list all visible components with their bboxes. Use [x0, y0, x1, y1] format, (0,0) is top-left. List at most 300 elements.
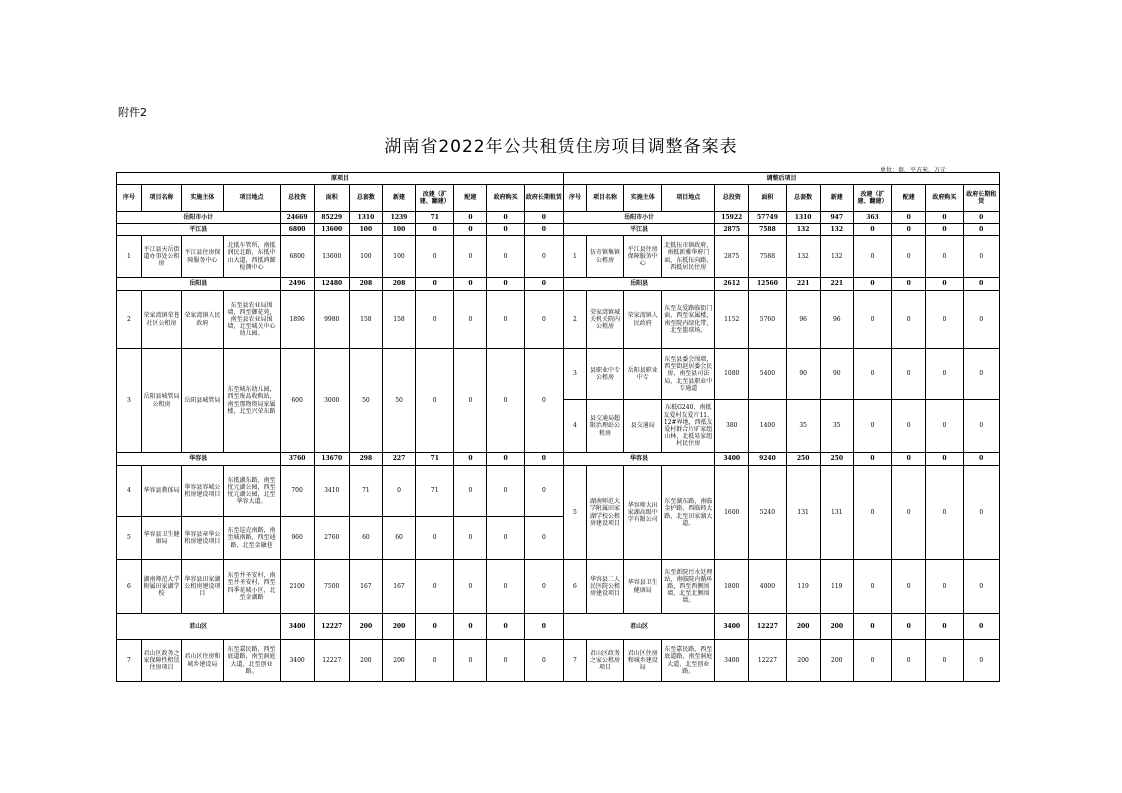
- col-header: 项目名称: [586, 185, 623, 212]
- value-cell: 50: [349, 349, 382, 453]
- subtotal-value: 0: [853, 453, 891, 466]
- value-cell: 0: [454, 560, 487, 614]
- summary-value: 71: [416, 212, 454, 224]
- subtotal-value: 0: [892, 453, 926, 466]
- col-header: 项目地点: [662, 185, 715, 212]
- value-cell: 5760: [749, 291, 786, 349]
- summary-value: 0: [487, 212, 524, 224]
- subtotal-value: 100: [382, 224, 415, 236]
- subtotal-value: 250: [786, 453, 820, 466]
- row-number: 6: [117, 560, 142, 614]
- row-number: 2: [564, 291, 587, 349]
- value-cell: 0: [853, 400, 891, 453]
- col-header: 总投资: [715, 185, 749, 212]
- project-location: 东至县农业局围墙，西至御花苑，南至县农业局围墙，北至城关中心幼儿园。: [223, 291, 280, 349]
- value-cell: 1152: [715, 291, 749, 349]
- subtotal-value: 9240: [749, 453, 786, 466]
- col-header: 改建（扩建、翻建）: [416, 185, 454, 212]
- col-header: 序号: [117, 185, 142, 212]
- implementing-entity: 平江县住房保障服务中心: [624, 236, 662, 278]
- value-cell: 0: [926, 349, 963, 400]
- value-cell: 6800: [280, 236, 314, 278]
- value-cell: 0: [963, 349, 999, 400]
- implementing-entity: 华容县卫生健康局: [624, 560, 662, 614]
- value-cell: 0: [487, 291, 524, 349]
- value-cell: 90: [786, 349, 820, 400]
- county-subtotal-row: [117, 453, 1000, 466]
- row-number: 1: [117, 236, 142, 278]
- project-name: 荣家湾镇城关机关院内公租房: [586, 291, 623, 349]
- value-cell: 1896: [280, 291, 314, 349]
- value-cell: 3400: [715, 640, 749, 682]
- col-header: 新建: [382, 185, 415, 212]
- row-number: 7: [117, 640, 142, 682]
- project-location: 东至嘉民路，西至底道路，南至洞庭大道，北至创业路。: [662, 640, 715, 682]
- project-location: 东至县委会围墙，西至街赵居委会民房，南至县司法局，北至县职业中专通道: [662, 349, 715, 400]
- implementing-entity: 县交通局: [624, 400, 662, 453]
- col-header: 政府长期租赁: [963, 185, 999, 212]
- value-cell: 0: [524, 349, 563, 453]
- subtotal-value: 0: [926, 278, 963, 291]
- row-number: 7: [564, 640, 587, 682]
- value-cell: 0: [416, 349, 454, 453]
- value-cell: 200: [382, 640, 415, 682]
- value-cell: 100: [349, 236, 382, 278]
- county-subtotal-row: [117, 614, 1000, 640]
- project-row: [117, 291, 1000, 349]
- page-title: 湖南省2022年公共租赁住房项目调整备案表: [384, 137, 738, 157]
- subtotal-value: 0: [963, 224, 999, 236]
- value-cell: 0: [454, 349, 487, 453]
- subtotal-value: 0: [487, 614, 524, 640]
- subtotal-value: 0: [487, 453, 524, 466]
- project-location: 东至湖东路，南临金护路，西临师大路，北至田家湖大道。: [662, 466, 715, 560]
- attachment-label: 附件2: [118, 106, 147, 119]
- project-location: 东抵湖东路，南至忧元湖公园，西至忧元湖公园，北至华容大道。: [223, 466, 280, 517]
- subtotal-value: 200: [786, 614, 820, 640]
- subtotal-value: 2875: [715, 224, 749, 236]
- project-name: 县交通局超限治理站公租房: [586, 400, 623, 453]
- value-cell: 0: [382, 466, 415, 517]
- subtotal-value: 2496: [280, 278, 314, 291]
- subtotal-value: 0: [926, 614, 963, 640]
- value-cell: 0: [416, 517, 454, 560]
- subtotal-value: 0: [853, 614, 891, 640]
- project-row: [117, 349, 1000, 400]
- project-name: 荣家湾镇荣苍社区公租房: [141, 291, 181, 349]
- value-cell: 13600: [314, 236, 349, 278]
- subtotal-value: 0: [853, 278, 891, 291]
- subtotal-value: 0: [853, 224, 891, 236]
- col-header: 政府长期租赁: [524, 185, 563, 212]
- row-number: 4: [564, 400, 587, 453]
- implementing-entity: 君山区住房和城乡建设局: [624, 640, 662, 682]
- project-name: 华容县教体局: [141, 466, 181, 517]
- subtotal-value: 0: [487, 278, 524, 291]
- value-cell: 7588: [749, 236, 786, 278]
- value-cell: 0: [963, 291, 999, 349]
- value-cell: 0: [416, 640, 454, 682]
- col-header: 面积: [314, 185, 349, 212]
- value-cell: 167: [349, 560, 382, 614]
- subtotal-value: 0: [416, 224, 454, 236]
- project-location: 北抵伍市镇政府，南抵新雅华府门面，东抵伍向路，西抵居民住房: [662, 236, 715, 278]
- project-location: 东至嘉民路，西至底道路，南至洞庭大道，北至创业路。: [223, 640, 280, 682]
- project-location: 东至新院污水处理站，南临院内循环路，西至西侧围墙，北至北侧围墙。: [662, 560, 715, 614]
- value-cell: 0: [926, 400, 963, 453]
- value-cell: 3400: [280, 640, 314, 682]
- implementing-entity: 华容师大田家湖高级中学有限公司: [624, 466, 662, 560]
- value-cell: 132: [786, 236, 820, 278]
- value-cell: 0: [963, 466, 999, 560]
- project-name: 华容县二人民医院公租房建设项目: [586, 560, 623, 614]
- subtotal-value: 0: [524, 453, 563, 466]
- col-header: 总套数: [349, 185, 382, 212]
- value-cell: 96: [820, 291, 853, 349]
- unit-note: 单位：套、平方米、万元: [880, 167, 947, 174]
- value-cell: 0: [454, 236, 487, 278]
- col-header: 改建（扩建、翻建）: [853, 185, 891, 212]
- subtotal-value: 12227: [749, 614, 786, 640]
- value-cell: 90: [820, 349, 853, 400]
- col-header: 配建: [892, 185, 926, 212]
- value-cell: 71: [349, 466, 382, 517]
- row-number: 3: [564, 349, 587, 400]
- implementing-entity: 华容县田家湖公租房建设项目: [182, 560, 223, 614]
- value-cell: 0: [892, 349, 926, 400]
- value-cell: 0: [487, 517, 524, 560]
- project-location: 东至城东幼儿园，西至废品收购站，南至那物资局家属楼，北至兴荣东路: [223, 349, 280, 453]
- summary-label: 岳阳市小计: [117, 212, 281, 224]
- value-cell: 0: [487, 560, 524, 614]
- project-row: [117, 560, 1000, 614]
- value-cell: 60: [382, 517, 415, 560]
- value-cell: 131: [820, 466, 853, 560]
- subtotal-value: 0: [454, 614, 487, 640]
- value-cell: 3000: [314, 349, 349, 453]
- subtotal-value: 0: [963, 614, 999, 640]
- value-cell: 5400: [749, 349, 786, 400]
- value-cell: 12227: [314, 640, 349, 682]
- county-label: 平江县: [117, 224, 281, 236]
- summary-value: 0: [963, 212, 999, 224]
- summary-value: 1310: [786, 212, 820, 224]
- value-cell: 50: [382, 349, 415, 453]
- project-row: [117, 466, 1000, 517]
- subtotal-value: 0: [454, 453, 487, 466]
- subtotal-value: 3400: [715, 453, 749, 466]
- project-name: 君山区政务之家保障性租赁住房项目: [141, 640, 181, 682]
- value-cell: 200: [349, 640, 382, 682]
- value-cell: 0: [853, 349, 891, 400]
- value-cell: 0: [926, 291, 963, 349]
- row-number: 4: [117, 466, 142, 517]
- value-cell: 2760: [314, 517, 349, 560]
- value-cell: 0: [963, 400, 999, 453]
- value-cell: 0: [892, 466, 926, 560]
- subtotal-value: 2612: [715, 278, 749, 291]
- subtotal-value: 12480: [314, 278, 349, 291]
- implementing-entity: 华容县容城公租房建设项目: [182, 466, 223, 517]
- row-number: 5: [564, 466, 587, 560]
- row-number: 3: [117, 349, 142, 453]
- value-cell: 200: [820, 640, 853, 682]
- row-number: 6: [564, 560, 587, 614]
- subtotal-value: 208: [349, 278, 382, 291]
- subtotal-value: 0: [892, 278, 926, 291]
- value-cell: 131: [786, 466, 820, 560]
- value-cell: 0: [454, 640, 487, 682]
- subtotal-value: 221: [786, 278, 820, 291]
- subtotal-value: 13600: [314, 224, 349, 236]
- subtotal-value: 0: [487, 224, 524, 236]
- subtotal-value: 0: [524, 614, 563, 640]
- subtotal-value: 0: [416, 614, 454, 640]
- value-cell: 0: [963, 560, 999, 614]
- subtotal-value: 0: [454, 224, 487, 236]
- value-cell: 0: [963, 236, 999, 278]
- col-header: 政府购买: [926, 185, 963, 212]
- value-cell: 600: [280, 349, 314, 453]
- subtotal-value: 208: [382, 278, 415, 291]
- implementing-entity: 君山区住房和城乡建设局: [182, 640, 223, 682]
- col-header: 面积: [749, 185, 786, 212]
- summary-value: 85229: [314, 212, 349, 224]
- value-cell: 2100: [280, 560, 314, 614]
- record-table: [116, 172, 1000, 682]
- value-cell: 0: [892, 560, 926, 614]
- col-header: 配建: [454, 185, 487, 212]
- value-cell: 0: [416, 560, 454, 614]
- value-cell: 35: [786, 400, 820, 453]
- value-cell: 119: [820, 560, 853, 614]
- summary-value: 363: [853, 212, 891, 224]
- subtotal-value: 0: [926, 453, 963, 466]
- col-header: 政府购买: [487, 185, 524, 212]
- value-cell: 0: [524, 236, 563, 278]
- row-number: 1: [564, 236, 587, 278]
- project-location: 东至井圣安村，南至井圣安村，西至四季花城小区，北至金湖路: [223, 560, 280, 614]
- value-cell: 1400: [749, 400, 786, 453]
- project-name: 湖南师范大学附属田家湖学校: [141, 560, 181, 614]
- value-cell: 132: [820, 236, 853, 278]
- value-cell: 0: [416, 236, 454, 278]
- value-cell: 0: [524, 560, 563, 614]
- county-label: 岳阳县: [564, 278, 715, 291]
- summary-label: 岳阳市小计: [564, 212, 715, 224]
- subtotal-value: 0: [892, 224, 926, 236]
- value-cell: 100: [382, 236, 415, 278]
- value-cell: 0: [524, 517, 563, 560]
- subtotal-value: 200: [349, 614, 382, 640]
- implementing-entity: 荣家湾镇人民政府: [624, 291, 662, 349]
- value-cell: 0: [892, 236, 926, 278]
- value-cell: 0: [524, 466, 563, 517]
- col-header: 新建: [820, 185, 853, 212]
- col-header: 总套数: [786, 185, 820, 212]
- value-cell: 0: [454, 517, 487, 560]
- subtotal-value: 221: [820, 278, 853, 291]
- value-cell: 2875: [715, 236, 749, 278]
- column-header-row: [117, 185, 1000, 212]
- value-cell: 0: [963, 640, 999, 682]
- value-cell: 960: [280, 517, 314, 560]
- project-location: 北抵车管所，南抵润民北路，东抵中山大道，西抵鸿源检测中心: [223, 236, 280, 278]
- project-row: [117, 640, 1000, 682]
- subtotal-value: 0: [892, 614, 926, 640]
- value-cell: 3410: [314, 466, 349, 517]
- value-cell: 4000: [749, 560, 786, 614]
- value-cell: 158: [382, 291, 415, 349]
- adjusted-project-header: 调整后项目: [564, 173, 1000, 185]
- project-name: 伍市镇集镇公租房: [586, 236, 623, 278]
- summary-value: 15922: [715, 212, 749, 224]
- value-cell: 119: [786, 560, 820, 614]
- implementing-entity: 华容县章华公租房建设项目: [182, 517, 223, 560]
- value-cell: 380: [715, 400, 749, 453]
- value-cell: 0: [853, 560, 891, 614]
- value-cell: 1600: [715, 466, 749, 560]
- col-header: 总投资: [280, 185, 314, 212]
- value-cell: 0: [892, 640, 926, 682]
- value-cell: 0: [926, 640, 963, 682]
- project-location: 东至友爱路临街门面，西至家属楼，南至院内绿化带，北至篮球场。: [662, 291, 715, 349]
- summary-value: 57749: [749, 212, 786, 224]
- subtotal-value: 227: [382, 453, 415, 466]
- project-location: 东抵G240，南抵友爱村友爱片11、12#界地，西抵友爱村群合片旷家组山林，北抵易家组村民住房: [662, 400, 715, 453]
- county-label: 华容县: [564, 453, 715, 466]
- subtotal-value: 250: [820, 453, 853, 466]
- value-cell: 5240: [749, 466, 786, 560]
- summary-value: 0: [454, 212, 487, 224]
- county-label: 华容县: [117, 453, 281, 466]
- value-cell: 0: [524, 640, 563, 682]
- value-cell: 200: [786, 640, 820, 682]
- value-cell: 158: [349, 291, 382, 349]
- subtotal-value: 71: [416, 453, 454, 466]
- value-cell: 0: [853, 291, 891, 349]
- value-cell: 0: [487, 640, 524, 682]
- value-cell: 1080: [715, 349, 749, 400]
- subtotal-value: 0: [524, 278, 563, 291]
- subtotal-value: 12227: [314, 614, 349, 640]
- value-cell: 700: [280, 466, 314, 517]
- subtotal-value: 0: [454, 278, 487, 291]
- county-subtotal-row: [117, 224, 1000, 236]
- value-cell: 96: [786, 291, 820, 349]
- row-number: 5: [117, 517, 142, 560]
- subtotal-value: 3760: [280, 453, 314, 466]
- subtotal-value: 0: [926, 224, 963, 236]
- value-cell: 0: [487, 349, 524, 453]
- value-cell: 0: [853, 466, 891, 560]
- implementing-entity: 岳阳县城管局: [182, 349, 223, 453]
- value-cell: 0: [853, 236, 891, 278]
- subtotal-value: 3400: [715, 614, 749, 640]
- project-location: 东至巡克南路，南至城南路，西至迪路，北至金融巷: [223, 517, 280, 560]
- subtotal-value: 298: [349, 453, 382, 466]
- subtotal-value: 0: [963, 453, 999, 466]
- value-cell: 0: [487, 236, 524, 278]
- value-cell: 0: [853, 640, 891, 682]
- county-label: 君山区: [564, 614, 715, 640]
- project-name: 平江县天岳街道办事处公租房: [141, 236, 181, 278]
- summary-value: 0: [892, 212, 926, 224]
- summary-value: 0: [524, 212, 563, 224]
- value-cell: 0: [892, 291, 926, 349]
- value-cell: 0: [454, 466, 487, 517]
- county-label: 平江县: [564, 224, 715, 236]
- value-cell: 0: [926, 236, 963, 278]
- subtotal-value: 13670: [314, 453, 349, 466]
- summary-value: 1239: [382, 212, 415, 224]
- value-cell: 12227: [749, 640, 786, 682]
- subtotal-value: 0: [963, 278, 999, 291]
- subtotal-value: 0: [524, 224, 563, 236]
- value-cell: 0: [892, 400, 926, 453]
- value-cell: 0: [487, 466, 524, 517]
- col-header: 实施主体: [624, 185, 662, 212]
- county-subtotal-row: [117, 278, 1000, 291]
- value-cell: 35: [820, 400, 853, 453]
- row-number: 2: [117, 291, 142, 349]
- original-project-header: 原项目: [117, 173, 564, 185]
- project-name: 君山区政务之家公租房项目: [586, 640, 623, 682]
- project-row: [117, 236, 1000, 278]
- value-cell: 0: [926, 560, 963, 614]
- summary-value: 24669: [280, 212, 314, 224]
- subtotal-value: 3400: [280, 614, 314, 640]
- county-label: 君山区: [117, 614, 281, 640]
- project-name: 华容县卫生健康局: [141, 517, 181, 560]
- implementing-entity: 平江县住房保障服务中心: [182, 236, 223, 278]
- value-cell: 1800: [715, 560, 749, 614]
- subtotal-value: 7588: [749, 224, 786, 236]
- col-header: 实施主体: [182, 185, 223, 212]
- subtotal-value: 132: [820, 224, 853, 236]
- county-label: 岳阳县: [117, 278, 281, 291]
- value-cell: 0: [926, 466, 963, 560]
- subtotal-value: 12560: [749, 278, 786, 291]
- section-header-row: [117, 173, 1000, 185]
- implementing-entity: 岳阳县职业中专: [624, 349, 662, 400]
- project-name: 湖南师范大学附属田家湖学校公租房建设项目: [586, 466, 623, 560]
- implementing-entity: 荣家湾镇人民政府: [182, 291, 223, 349]
- project-name: 县职业中专公租房: [586, 349, 623, 400]
- summary-row: [117, 212, 1000, 224]
- subtotal-value: 200: [820, 614, 853, 640]
- subtotal-value: 0: [416, 278, 454, 291]
- summary-value: 947: [820, 212, 853, 224]
- value-cell: 0: [524, 291, 563, 349]
- subtotal-value: 100: [349, 224, 382, 236]
- col-header: 项目地点: [223, 185, 280, 212]
- project-name: 岳阳县城管局公租房: [141, 349, 181, 453]
- value-cell: 7500: [314, 560, 349, 614]
- value-cell: 71: [416, 466, 454, 517]
- value-cell: 0: [416, 291, 454, 349]
- subtotal-value: 6800: [280, 224, 314, 236]
- summary-value: 0: [926, 212, 963, 224]
- subtotal-value: 132: [786, 224, 820, 236]
- col-header: 序号: [564, 185, 587, 212]
- subtotal-value: 200: [382, 614, 415, 640]
- value-cell: 0: [454, 291, 487, 349]
- summary-value: 1310: [349, 212, 382, 224]
- value-cell: 167: [382, 560, 415, 614]
- value-cell: 9980: [314, 291, 349, 349]
- value-cell: 60: [349, 517, 382, 560]
